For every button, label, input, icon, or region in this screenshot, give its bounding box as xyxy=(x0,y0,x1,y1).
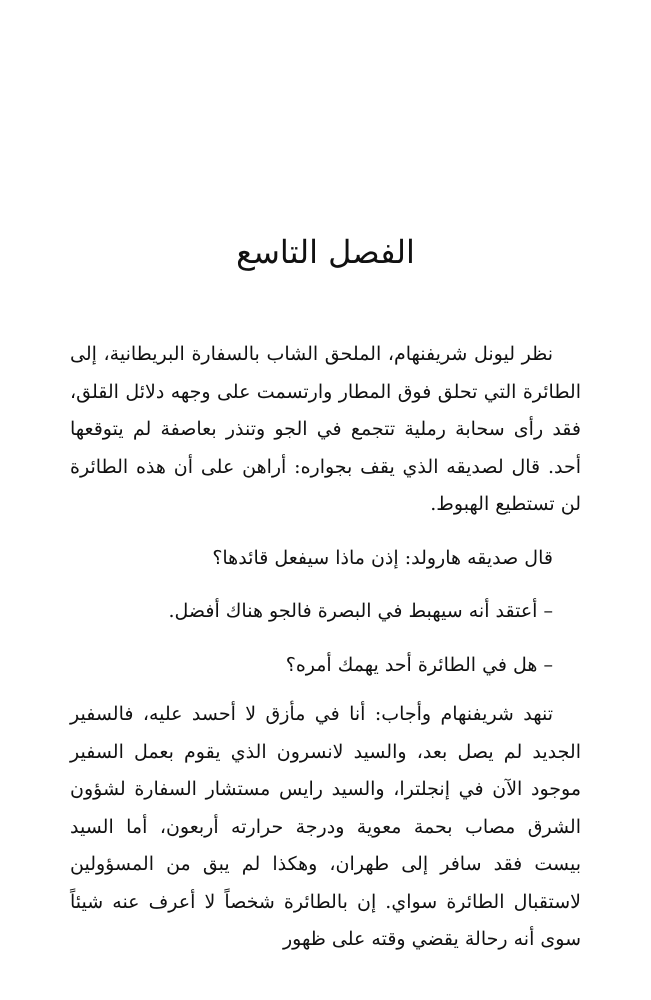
dialogue-line-basra: – أعتقد أنه سيهبط في البصرة فالجو هناك أفضل. xyxy=(168,600,553,622)
paragraph-sigh: تنهد شريفنهام وأجاب: أنا في مأزق لا أحسد عليه، فالسفير الجديد لم يصل بعد، والسيد لانسرون الذي يقوم بعمل السفير موجود الآن في إنجلترا، والسيد رايس مستشار السفارة لشؤون الشرق مصاب بحمة معوية ودرجة حرارته أربعون، أما السيد بيست فقد سافر إلى طهران، وهكذا لم يبق من المسؤولين لاستقبال الطائرة سواي. إن بالطائرة شخصاً لا أعرف عنه شيئاً سوى أنه رحالة يقضي وقته على ظهور xyxy=(70,703,581,950)
chapter-body xyxy=(70,336,581,959)
paragraph-opening: نظر ليونل شريفنهام، الملحق الشاب بالسفارة البريطانية، إلى الطائرة التي تحلق فوق المطار وارتسمت على وجهه دلائل القلق، فقد رأى سحابة رملية تتجمع في الجو وتنذر بعاصفة لم يتوقعها أحد. قال لصديقه الذي يقف بجواره: أراهن على أن هذه الطائرة لن تستطيع الهبوط. xyxy=(70,343,581,515)
dialogue-line-harold: قال صديقه هارولد: إذن ماذا سيفعل قائدها؟ xyxy=(212,546,553,569)
chapter-title: الفصل التاسع xyxy=(236,233,415,271)
dialogue-line-question: – هل في الطائرة أحد يهمك أمره؟ xyxy=(285,653,553,676)
